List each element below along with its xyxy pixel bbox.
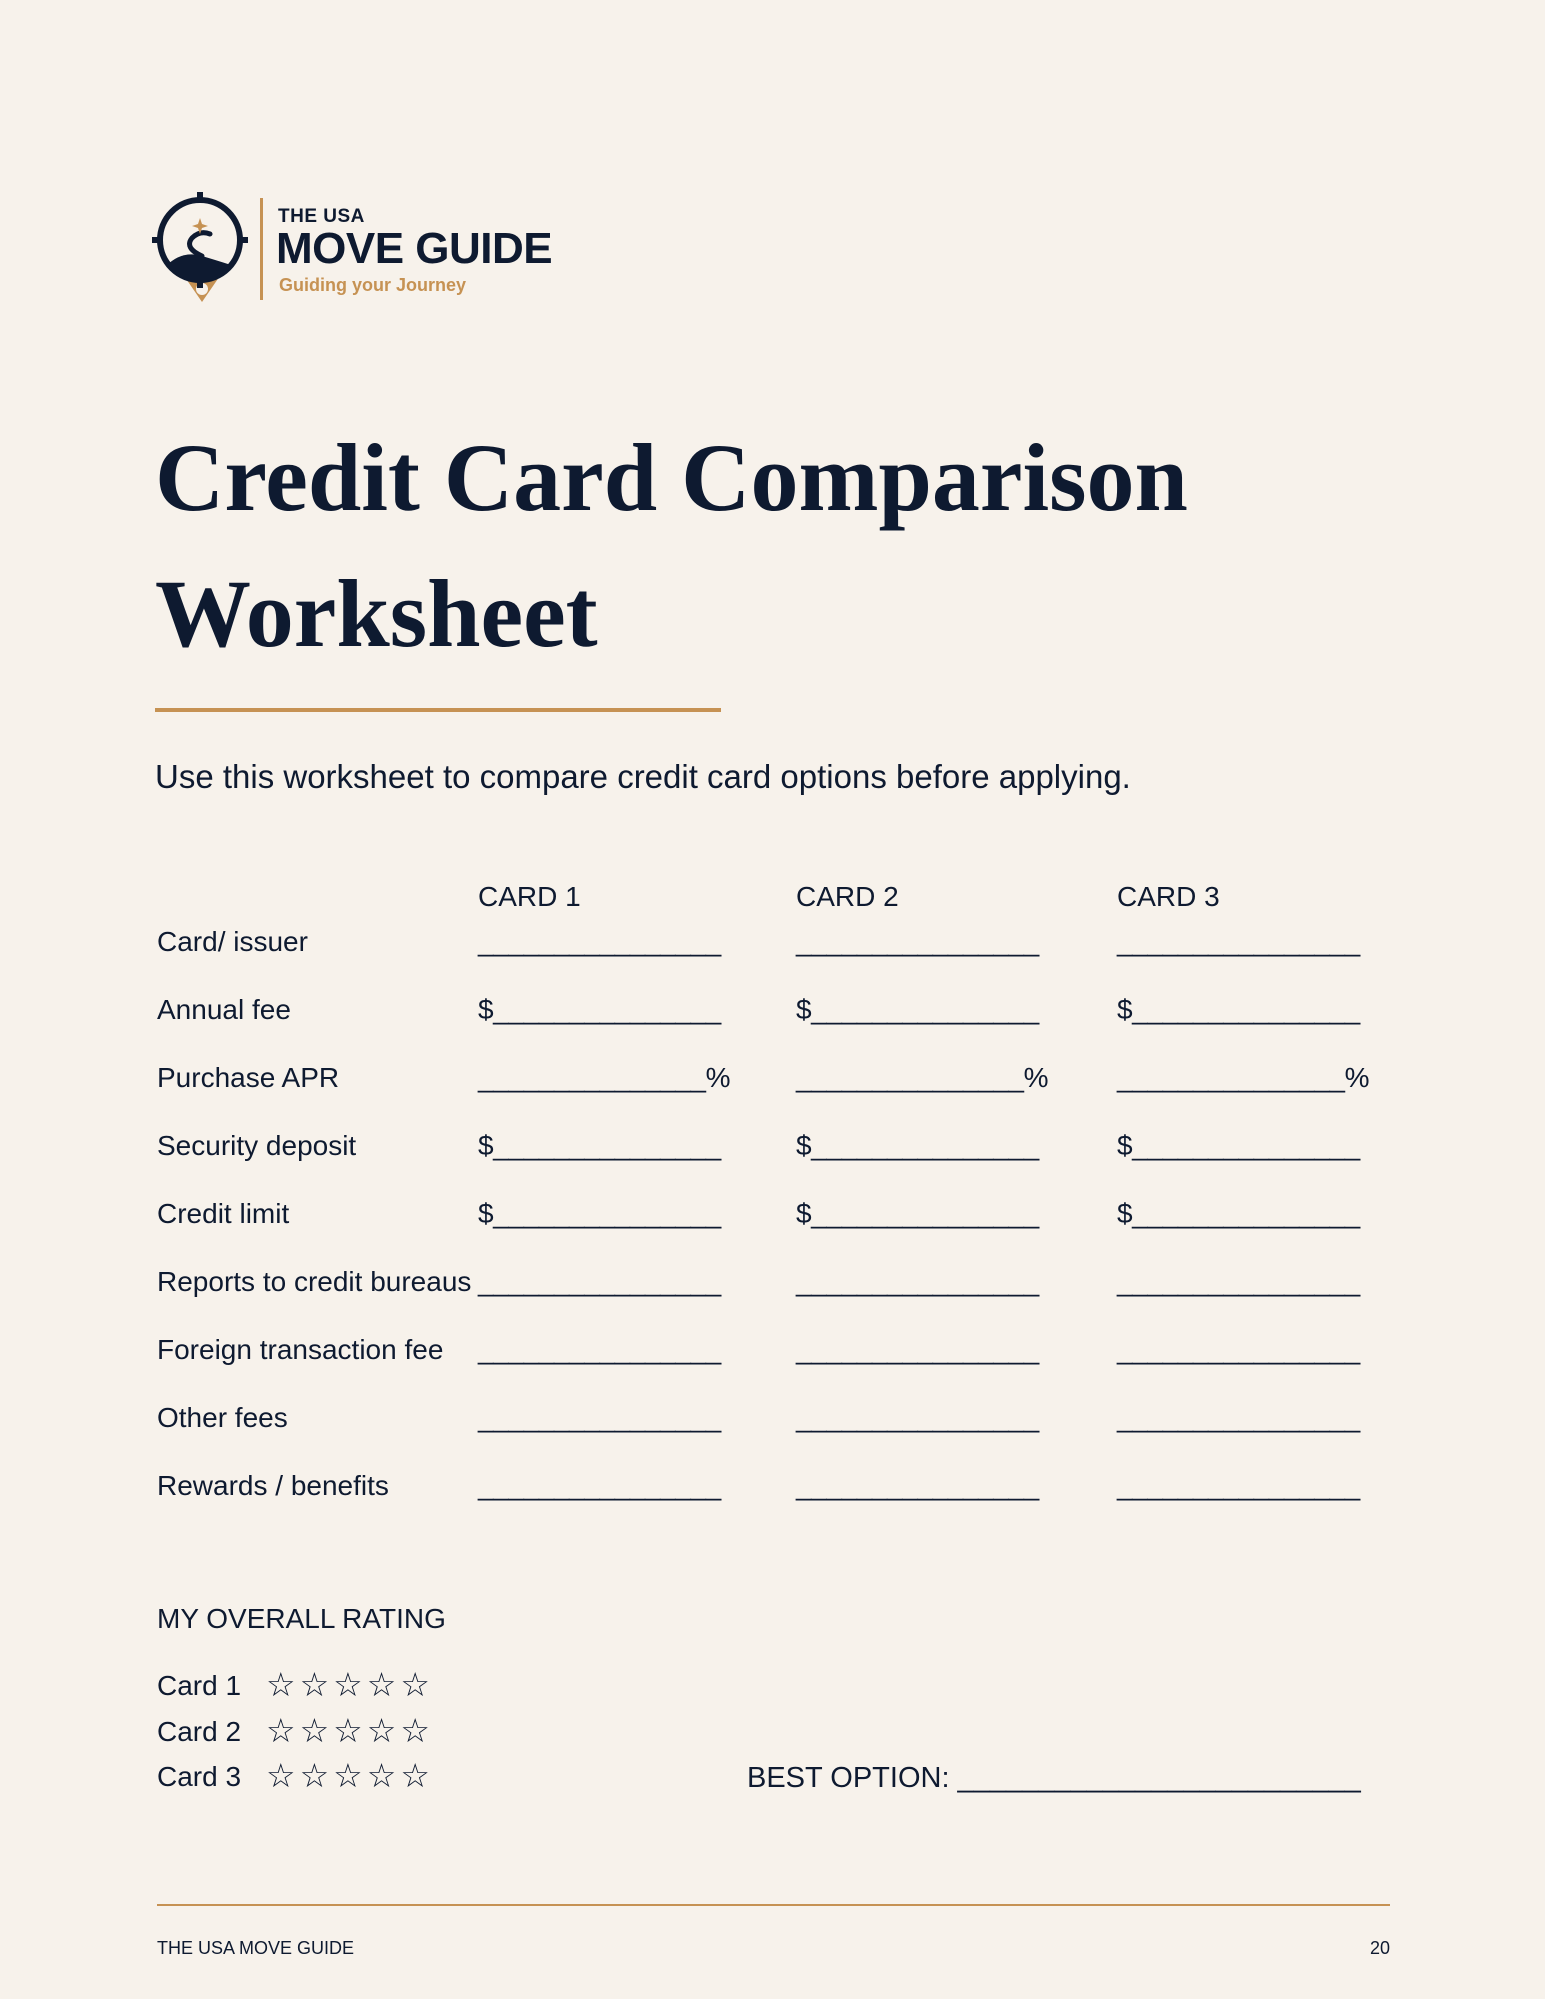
field-card1-card-issuer[interactable]: ________________ (478, 926, 721, 957)
field-card1-security-deposit[interactable]: $_______________ (478, 1130, 721, 1161)
star-rating-card-3[interactable]: ☆☆☆☆☆ (266, 1757, 434, 1794)
field-card3-purchase-apr[interactable]: _______________% (1117, 1062, 1370, 1093)
rating-label-card-2: Card 2 (157, 1716, 242, 1747)
field-card3-card-issuer[interactable]: ________________ (1117, 926, 1360, 957)
row-label-credit-limit: Credit limit (157, 1198, 290, 1229)
field-card2-card-issuer[interactable]: ________________ (796, 926, 1039, 957)
logo-line1: THE USA (278, 206, 365, 227)
field-card3-rewards-benefits[interactable]: ________________ (1117, 1470, 1360, 1501)
field-card3-security-deposit[interactable]: $_______________ (1117, 1130, 1360, 1161)
field-card1-purchase-apr[interactable]: _______________% (478, 1062, 731, 1093)
footer-publication: THE USA MOVE GUIDE (157, 1938, 355, 1958)
logo-tagline: Guiding your Journey (279, 275, 467, 295)
rating-label-card-3: Card 3 (157, 1761, 242, 1792)
rating-title: MY OVERALL RATING (157, 1603, 446, 1634)
footer-divider (157, 1904, 1390, 1906)
field-card2-foreign-transaction-fee[interactable]: ________________ (796, 1334, 1039, 1365)
column-header-card-3: CARD 3 (1117, 881, 1220, 912)
page-title: Credit Card Comparison Worksheet (155, 424, 1188, 667)
field-card1-foreign-transaction-fee[interactable]: ________________ (478, 1334, 721, 1365)
compass-pin-icon (152, 190, 252, 306)
field-card2-reports-to-credit-bureaus[interactable]: ________________ (796, 1266, 1039, 1297)
field-card2-rewards-benefits[interactable]: ________________ (796, 1470, 1039, 1501)
row-label-rewards-benefits: Rewards / benefits (157, 1470, 389, 1501)
column-header-card-1: CARD 1 (478, 881, 581, 912)
field-card3-foreign-transaction-fee[interactable]: ________________ (1117, 1334, 1360, 1365)
title-divider (155, 708, 721, 712)
field-card2-security-deposit[interactable]: $_______________ (796, 1130, 1039, 1161)
logo-line2: MOVE GUIDE (276, 224, 553, 273)
field-card1-credit-limit[interactable]: $_______________ (478, 1198, 721, 1229)
field-card1-reports-to-credit-bureaus[interactable]: ________________ (478, 1266, 721, 1297)
column-header-card-2: CARD 2 (796, 881, 899, 912)
row-label-card-issuer: Card/ issuer (157, 926, 308, 957)
field-card3-other-fees[interactable]: ________________ (1117, 1402, 1360, 1433)
row-label-other-fees: Other fees (157, 1402, 288, 1433)
field-card3-reports-to-credit-bureaus[interactable]: ________________ (1117, 1266, 1360, 1297)
field-card2-credit-limit[interactable]: $_______________ (796, 1198, 1039, 1229)
logo-divider (260, 198, 263, 300)
rating-label-card-1: Card 1 (157, 1670, 242, 1701)
field-card2-other-fees[interactable]: ________________ (796, 1402, 1039, 1433)
star-rating-card-2[interactable]: ☆☆☆☆☆ (266, 1712, 434, 1749)
row-label-security-deposit: Security deposit (157, 1130, 357, 1161)
row-label-purchase-apr: Purchase APR (157, 1062, 340, 1093)
logo (152, 190, 572, 310)
field-card2-purchase-apr[interactable]: _______________% (796, 1062, 1049, 1093)
field-card1-annual-fee[interactable]: $_______________ (478, 994, 721, 1025)
field-card3-credit-limit[interactable]: $_______________ (1117, 1198, 1360, 1229)
row-label-foreign-transaction-fee: Foreign transaction fee (157, 1334, 444, 1365)
intro-text: Use this worksheet to compare credit card options before applying. (155, 758, 1131, 795)
star-rating-card-1[interactable]: ☆☆☆☆☆ (266, 1666, 434, 1703)
field-card1-rewards-benefits[interactable]: ________________ (478, 1470, 721, 1501)
row-label-reports-to-credit-bureaus: Reports to credit bureaus (157, 1266, 472, 1297)
page-number: 20 (1369, 1938, 1390, 1958)
field-card2-annual-fee[interactable]: $_______________ (796, 994, 1039, 1025)
best-option-field[interactable]: BEST OPTION: _________________________ (747, 1762, 1361, 1794)
field-card1-other-fees[interactable]: ________________ (478, 1402, 721, 1433)
row-label-annual-fee: Annual fee (157, 994, 291, 1025)
field-card3-annual-fee[interactable]: $_______________ (1117, 994, 1360, 1025)
